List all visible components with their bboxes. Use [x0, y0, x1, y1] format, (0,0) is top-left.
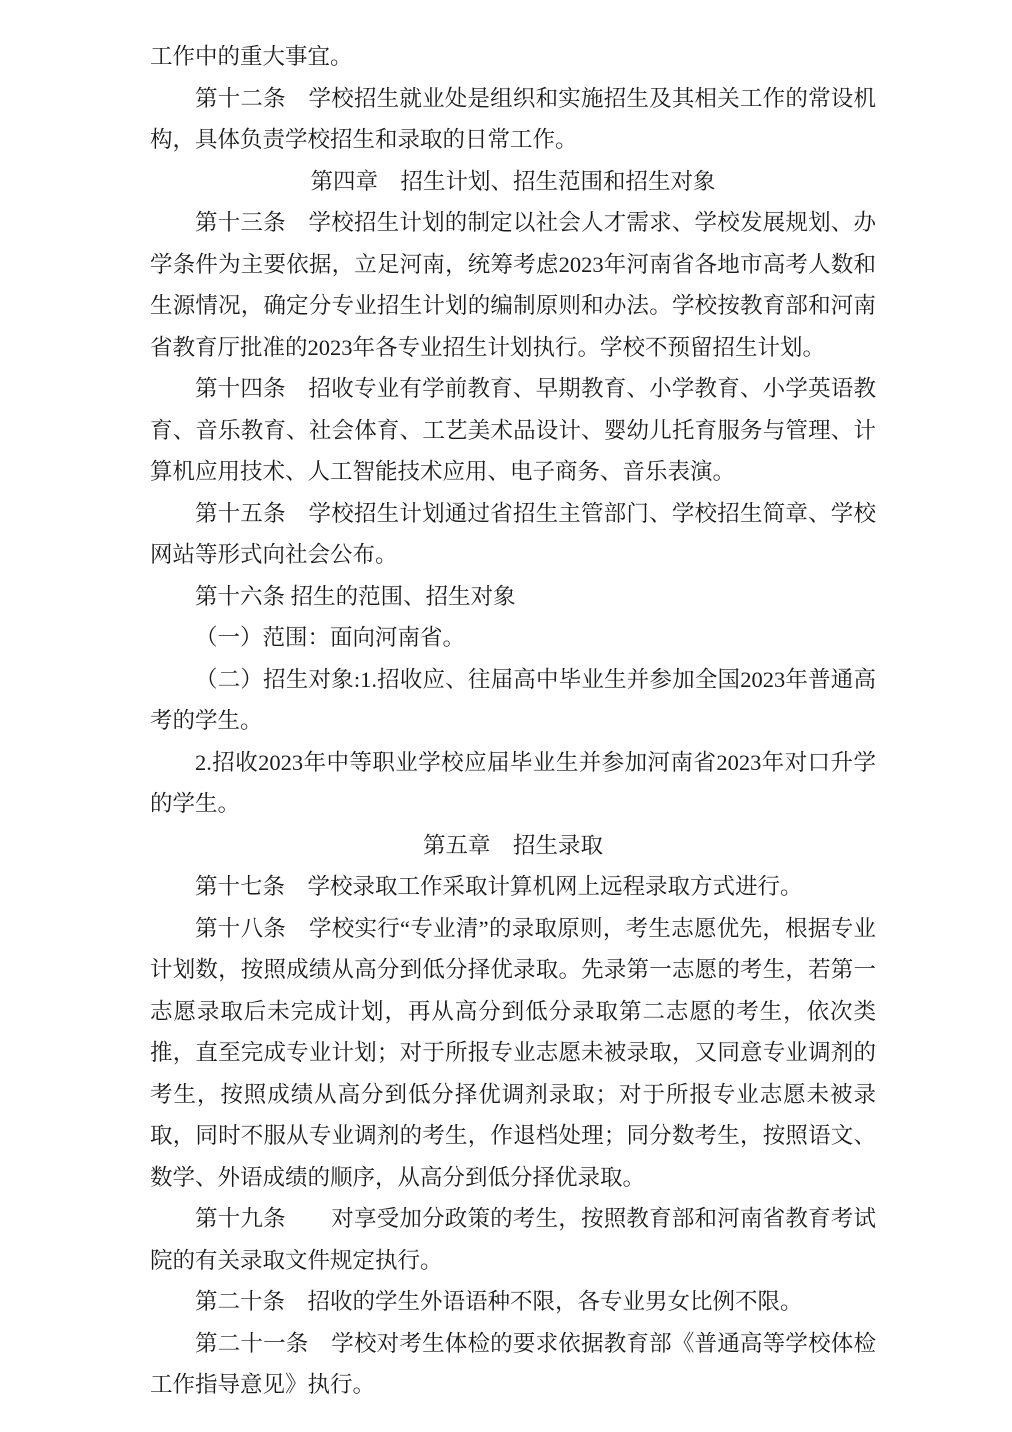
body-paragraph-scope-item-1: （一）范围：面向河南省。 [195, 625, 466, 650]
body-paragraph-article-18: 第十八条 学校实行“专业清”的录取原则，考生志愿优先，根据专业计划数，按照成绩从高分到低分择优录取。先录第一志愿的考生，若第一志愿录取后未完成计划，再从高分到低分录取第二志愿的考生，依次类推，直至完成专业计划；对于所报专业志愿未被录取，又同意专业调剂的考生，按照成绩从高分到低分择优调剂录取；对于所报专业志愿未被录取，同时不服从专业调剂的考生，作退档处理；同分数考生，按照语文、数学、外语成绩的顺序，从高分到低分择优录取。 [150, 915, 876, 1190]
body-paragraph: 工作中的重大事宜。 [150, 44, 353, 69]
body-paragraph-article-14: 第十四条 招收专业有学前教育、早期教育、小学教育、小学英语教育、音乐教育、社会体育、工艺美术品设计、婴幼儿托育服务与管理、计算机应用技术、人工智能技术应用、电子商务、音乐表演。 [150, 376, 876, 484]
body-paragraph-article-13: 第十三条 学校招生计划的制定以社会人才需求、学校发展规划、办学条件为主要依据，立足河南，统筹考虑2023年河南省各地市高考人数和生源情况，确定分专业招生计划的编制原则和办法。学校按教育部和河南省教育厅批准的2023年各专业招生计划执行。学校不预留招生计划。 [150, 210, 876, 360]
body-paragraph-target-item-1: （二）招生对象:1.招收应、往届高中毕业生并参加全国2023年普通高考的学生。 [150, 666, 876, 733]
chapter-heading-4: 第四章 招生计划、招生范围和招生对象 [310, 168, 716, 194]
body-paragraph-article-15: 第十五条 学校招生计划通过省招生主管部门、学校招生简章、学校网站等形式向社会公布。 [150, 500, 876, 567]
body-paragraph-article-12: 第十二条 学校招生就业处是组织和实施招生及其相关工作的常设机构，具体负责学校招生和录取的日常工作。 [150, 85, 876, 152]
body-paragraph-article-17: 第十七条 学校录取工作采取计算机网上远程录取方式进行。 [195, 874, 803, 899]
body-paragraph-article-20: 第二十条 招收的学生外语语种不限，各专业男女比例不限。 [195, 1289, 803, 1314]
body-paragraph-article-21: 第二十一条 学校对考生体检的要求依据教育部《普通高等学校体检工作指导意见》执行。 [150, 1330, 876, 1397]
body-paragraph-article-19: 第十九条 对享受加分政策的考生，按照教育部和河南省教育考试院的有关录取文件规定执行。 [150, 1206, 876, 1273]
body-paragraph-article-16: 第十六条 招生的范围、招生对象 [195, 583, 516, 609]
chapter-heading-5: 第五章 招生录取 [422, 832, 603, 858]
body-paragraph-target-item-2: 2.招收2023年中等职业学校应届毕业生并参加河南省2023年对口升学的学生。 [150, 749, 876, 816]
